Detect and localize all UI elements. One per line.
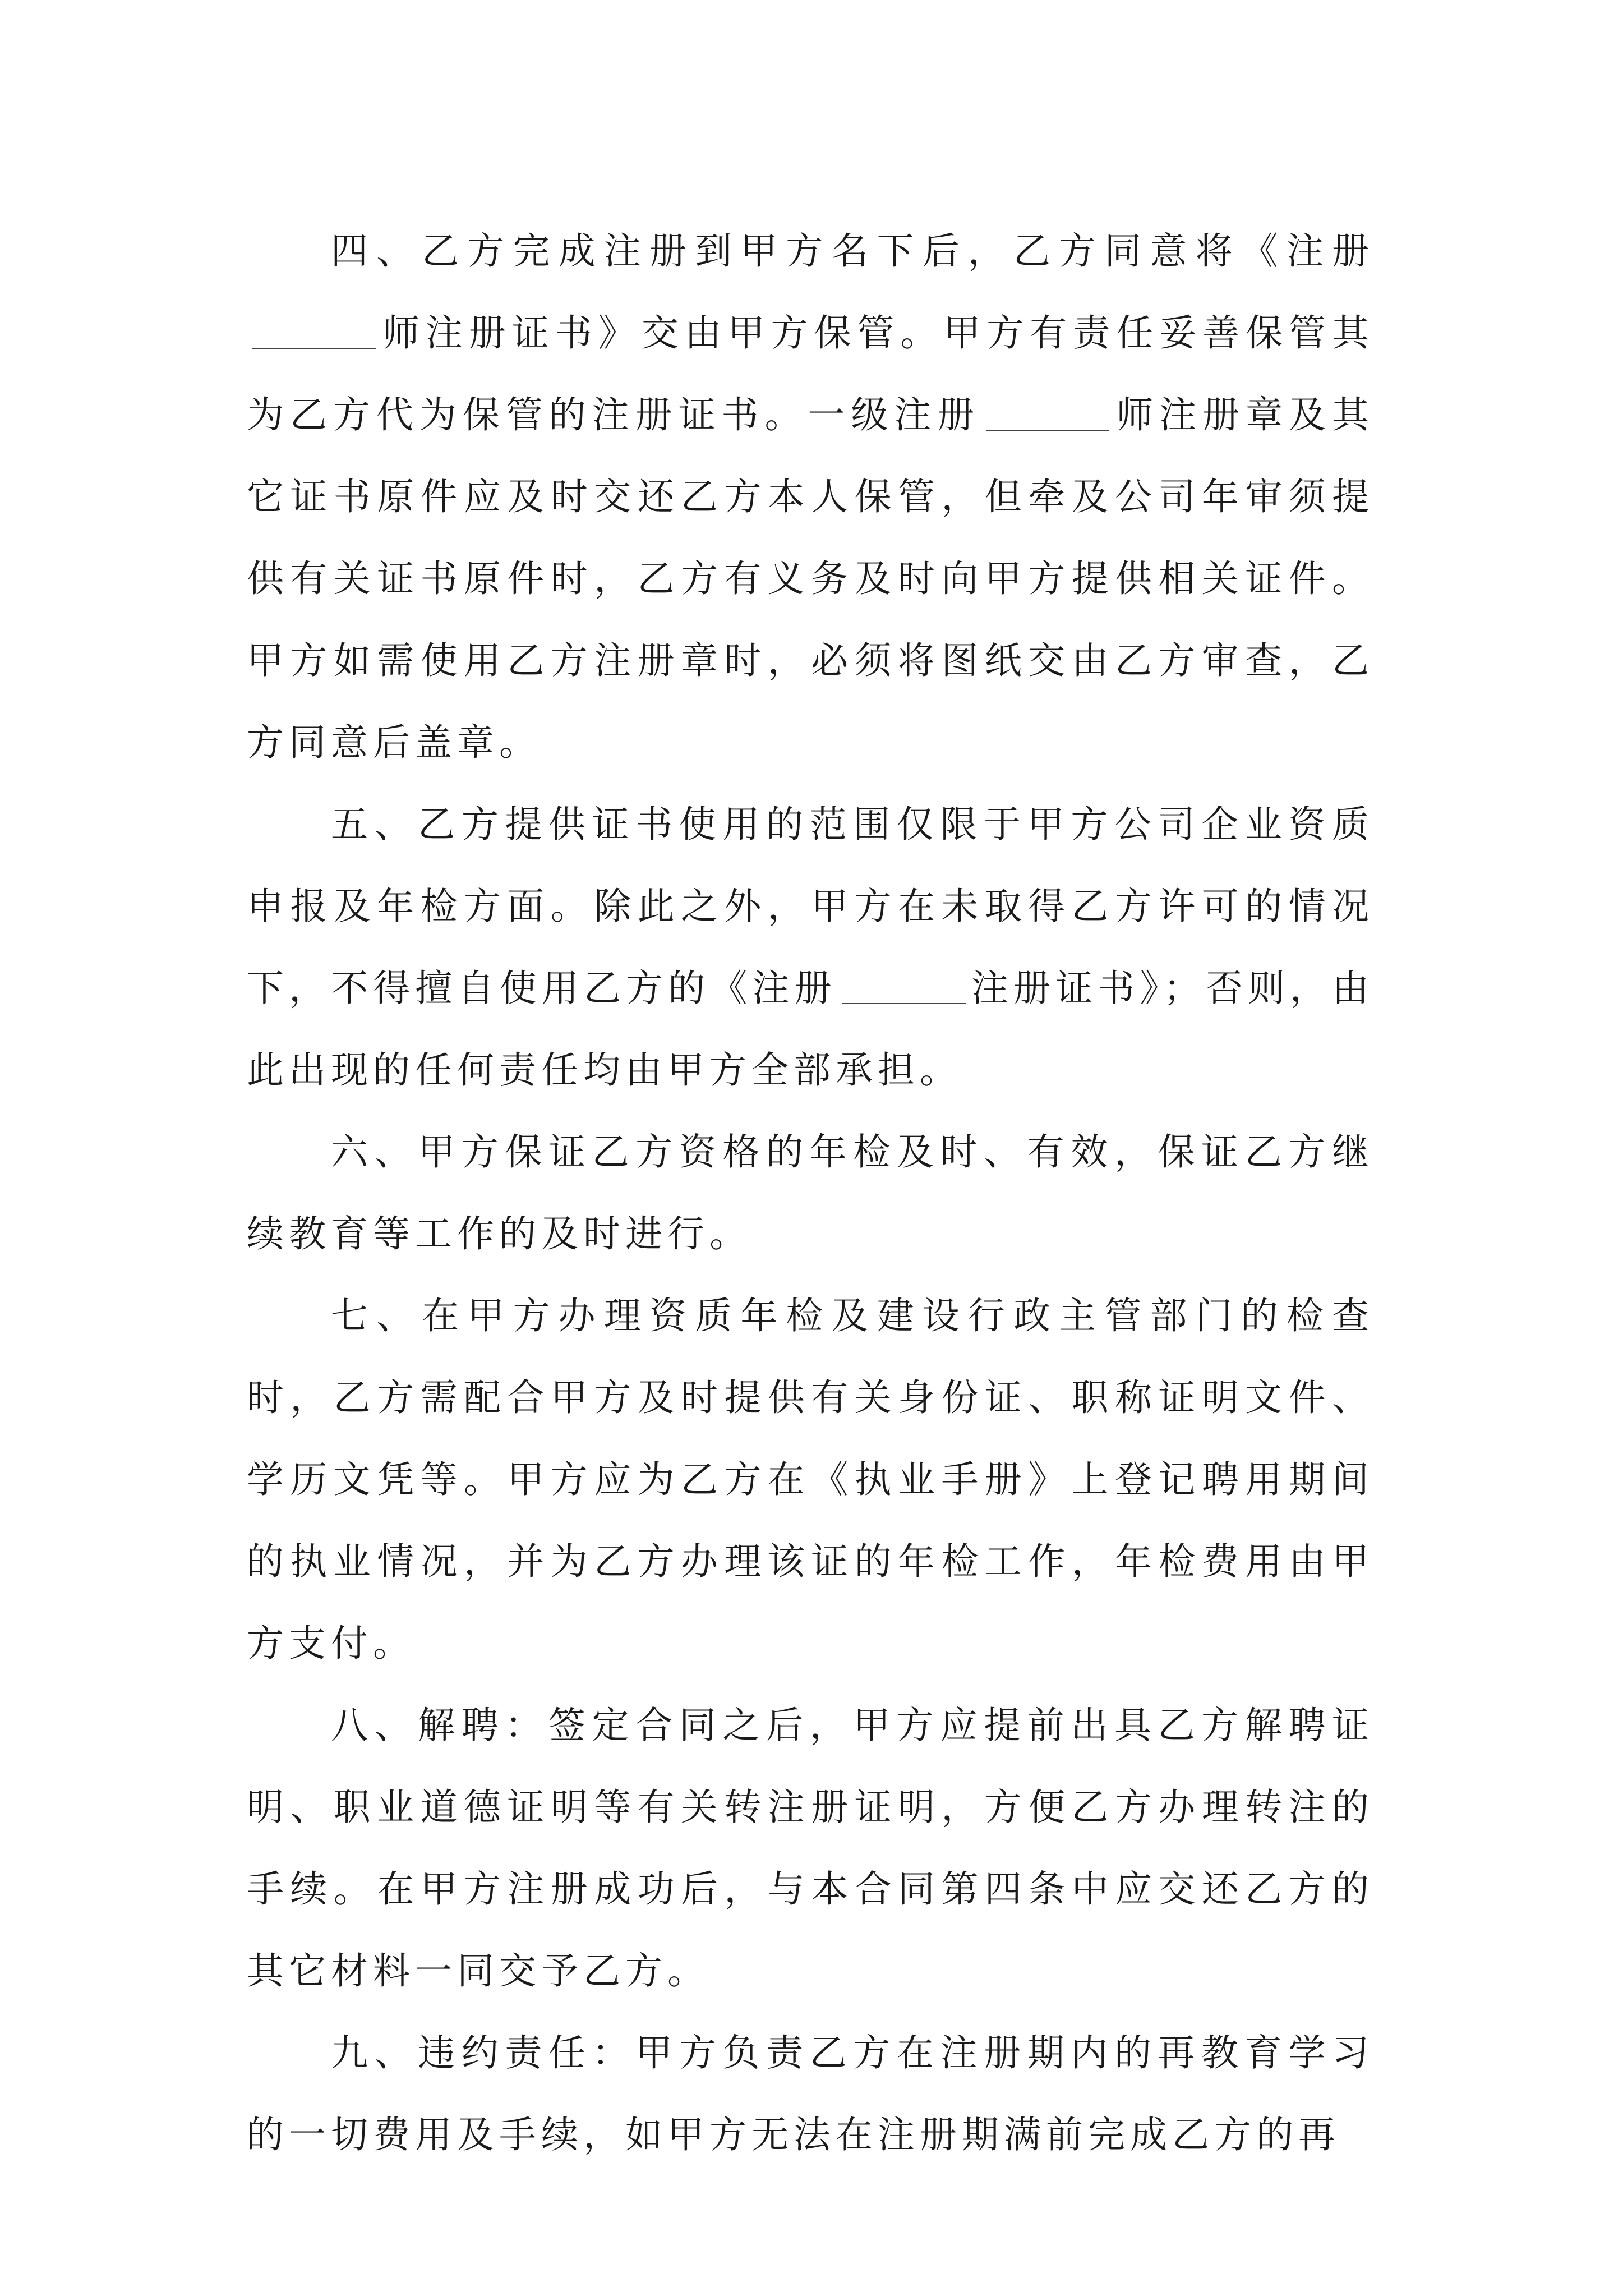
clause-5-text-2: 注册证书》；否则，由此出现的任何责任均由甲方全部承担。 xyxy=(247,967,1374,1092)
clause-5-paragraph xyxy=(247,784,1374,1111)
document-body xyxy=(247,210,1374,2176)
clause-4-text-2: 师注册证书》交由甲方保管。甲方有责任妥善保管其为乙方代为保管的注册证书。一级注册 xyxy=(247,311,1374,436)
clause-8-paragraph: 八、解聘：签定合同之后，甲方应提前出具乙方解聘证明、职业道德证明等有关转注册证明，方便乙方办理转注的手续。在甲方注册成功后，与本合同第四条中应交还乙方的其它材料一同交予乙方。 xyxy=(247,1704,1374,1993)
clause-5-text-1: 五、乙方提供证书使用的范围仅限于甲方公司企业资质申报及年检方面。除此之外，甲方在未取得乙方许可的情况下，不得擅自使用乙方的《注册 xyxy=(247,803,1374,1010)
fill-in-blank xyxy=(986,393,1109,431)
clause-9-paragraph: 九、违约责任：甲方负责乙方在注册期内的再教育学习的一切费用及手续，如甲方无法在注册期满前完成乙方的再 xyxy=(247,2031,1374,2156)
fill-in-blank xyxy=(842,966,966,1004)
fill-in-blank xyxy=(252,311,376,349)
clause-6-paragraph: 六、甲方保证乙方资格的年检及时、有效，保证乙方继续教育等工作的及时进行。 xyxy=(247,1130,1374,1255)
clause-4-text-1: 四、乙方完成注册到甲方名下后，乙方同意将《注册 xyxy=(331,229,1374,273)
clause-4-text-3: 师注册章及其它证书原件应及时交还乙方本人保管，但牵及公司年审须提供有关证书原件时，乙方有义务及时向甲方提供相关证件。甲方如需使用乙方注册章时，必须将图纸交由乙方审查，乙方同意后盖章。 xyxy=(247,393,1375,764)
clause-7-paragraph: 七、在甲方办理资质年检及建设行政主管部门的检查时，乙方需配合甲方及时提供有关身份证、职称证明文件、学历文凭等。甲方应为乙方在《执业手册》上登记聘用期间的执业情况，并为乙方办理该证的年检工作，年检费用由甲方支付。 xyxy=(247,1294,1374,1665)
clause-4-paragraph xyxy=(247,210,1374,784)
